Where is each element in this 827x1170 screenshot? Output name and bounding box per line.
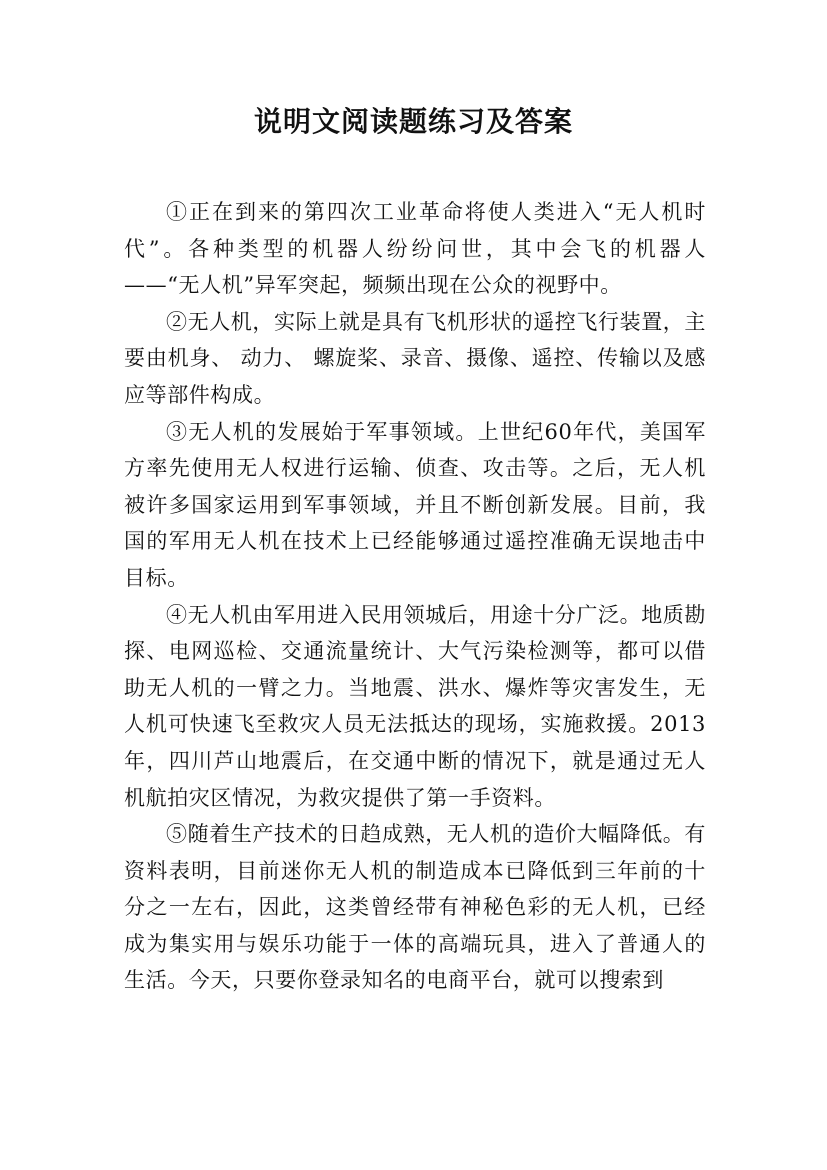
paragraph-2: ②无人机，实际上就是具有飞机形状的遥控飞行装置，主要由机身、 动力、 螺旋桨、录音、摄像、遥控、传输以及感应等部件构成。 [124, 309, 706, 407]
document-body [124, 194, 706, 999]
paragraph-3: ③无人机的发展始于军事领域。上世纪60年代，美国军方率先使用无人权进行运输、侦查、攻击等。之后，无人机被许多国家运用到军事领域，并且不断创新发展。目前，我国的军用无人机在技术上已经能够通过遥控准确无误地击中目标。 [124, 419, 706, 590]
paragraph-5: ⑤随着生产技术的日趋成熟，无人机的造价大幅降低。有资料表明，目前迷你无人机的制造成本已降低到三年前的十分之一左右，因此，这类曾经带有神秘色彩的无人机，已经成为集实用与娱乐功能于一体的高端玩具，进入了普通人的生活。今天，只要你登录知名的电商平台，就可以搜索到 [124, 822, 706, 993]
paragraph-4: ④无人机由军用进入民用领城后，用途十分广泛。地质勘探、电网巡检、交通流量统计、大气污染检测等，都可以借助无人机的一臂之力。当地震、洪水、爆炸等灾害发生，无人机可快速飞至救灾人员无法抵达的现场，实施救援。2013年，四川芦山地震后，在交通中断的情况下，就是通过无人机航拍灾区情况，为救灾提供了第一手资料。 [124, 602, 706, 810]
paragraph-1: ①正在到来的第四次工业革命将使人类进入“无人机时代”。各种类型的机器人纷纷问世，其中会飞的机器人——“无人机”异军突起，频频出现在公众的视野中。 [124, 200, 706, 298]
document-title: 说明文阅读题练习及答案 [253, 105, 573, 138]
